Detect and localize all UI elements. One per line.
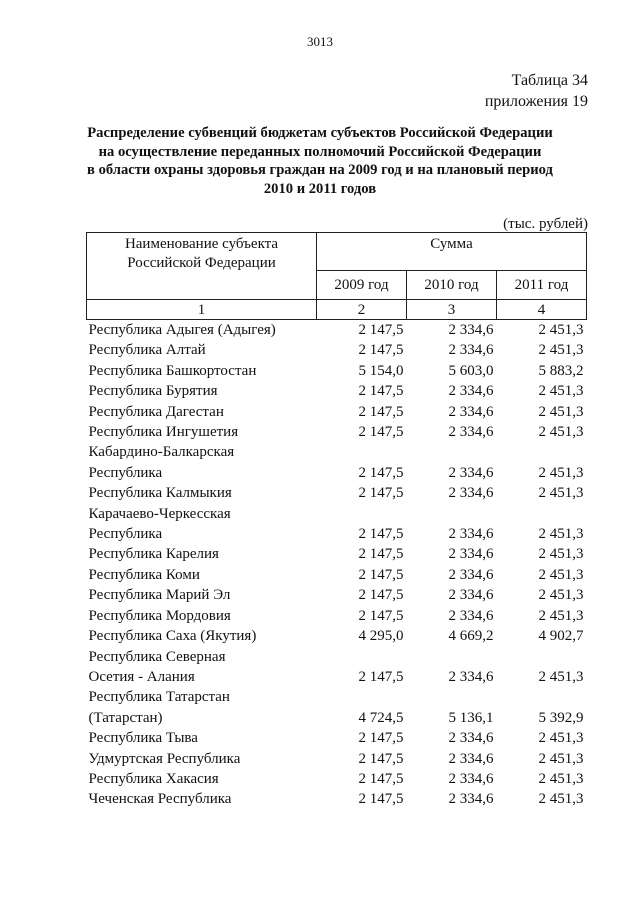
empty-cell [407, 504, 497, 524]
title-line: на осуществление переданных полномочий Российской Федерации [98, 143, 542, 160]
amount-2009: 2 147,5 [358, 485, 404, 502]
amount-2011: 2 451,3 [538, 526, 584, 543]
amount-2011: 2 451,3 [538, 383, 584, 400]
region-name: Республика Хакасия [88, 770, 219, 787]
amount-2010: 2 334,6 [448, 464, 494, 481]
region-name: Республика Мордовия [88, 607, 231, 624]
region-name: Республика Башкортостан [88, 362, 257, 379]
region-name: (Татарстан) [88, 709, 163, 726]
amount-2010: 2 334,6 [448, 526, 494, 543]
region-name: Чеченская Республика [88, 791, 232, 808]
amount-2009: 2 147,5 [358, 587, 404, 604]
table-row [87, 524, 587, 544]
amount-2011: 2 451,3 [538, 424, 584, 441]
amount-2010: 2 334,6 [448, 485, 494, 502]
amount-2011: 2 451,3 [538, 322, 584, 338]
table-row [87, 667, 587, 687]
region-name: Республика Бурятия [88, 383, 218, 400]
amount-2009: 4 724,5 [358, 709, 404, 726]
amount-2009: 2 147,5 [358, 770, 404, 787]
table-row [87, 442, 587, 462]
region-name: Республика Ингушетия [88, 424, 239, 441]
amount-2009: 2 147,5 [358, 730, 404, 747]
amount-2011: 4 902,7 [538, 628, 584, 645]
table-row [87, 381, 587, 401]
empty-cell [497, 442, 587, 462]
column-number: 3 [407, 300, 497, 320]
amount-2009: 2 147,5 [358, 342, 404, 359]
amount-2011: 2 451,3 [538, 607, 584, 624]
amount-2011: 2 451,3 [538, 587, 584, 604]
title-line: в области охраны здоровья граждан на 2009 год и на плановый период [87, 162, 553, 178]
table-row [87, 565, 587, 585]
table-reference [485, 70, 588, 112]
amount-2011: 2 451,3 [538, 730, 584, 747]
header-name [87, 233, 317, 300]
region-name: Республика Алтай [88, 342, 206, 359]
column-number: 2 [317, 300, 407, 320]
region-name: Республика Дагестан [88, 403, 224, 420]
table-row [87, 769, 587, 789]
amount-2010: 2 334,6 [448, 668, 494, 685]
region-name: Республика Марий Эл [88, 587, 231, 604]
amount-2010: 5 136,1 [448, 709, 494, 726]
empty-cell [497, 687, 587, 707]
table-row [87, 708, 587, 728]
amount-2010: 2 334,6 [448, 546, 494, 563]
annex-label: приложения 19 [484, 93, 588, 110]
region-name: Республика Татарстан [88, 689, 230, 706]
amount-2009: 2 147,5 [358, 546, 404, 563]
region-name: Республика Калмыкия [88, 485, 232, 502]
amount-2011: 2 451,3 [538, 566, 584, 583]
amount-2009: 2 147,5 [358, 566, 404, 583]
amount-2011: 2 451,3 [538, 770, 584, 787]
region-name: Удмуртская Республика [88, 750, 241, 767]
amount-2010: 5 603,0 [448, 362, 494, 379]
region-name: Республика Адыгея (Адыгея) [88, 322, 276, 338]
table-row [87, 361, 587, 381]
table-row [87, 483, 587, 503]
table-row [87, 340, 587, 360]
amount-2009: 5 154,0 [358, 362, 404, 379]
amount-2009: 2 147,5 [358, 526, 404, 543]
empty-cell [317, 647, 407, 667]
page-number: 3013 [307, 34, 333, 49]
empty-cell [317, 687, 407, 707]
amount-2011: 2 451,3 [538, 342, 584, 359]
amount-2009: 2 147,5 [358, 791, 404, 808]
table-row [87, 504, 587, 524]
amount-2011: 2 451,3 [538, 485, 584, 502]
subventions-table [86, 232, 587, 810]
amount-2009: 2 147,5 [358, 424, 404, 441]
amount-2010: 2 334,6 [448, 424, 494, 441]
amount-2011: 5 883,2 [538, 362, 584, 379]
empty-cell [407, 442, 497, 462]
amount-2009: 2 147,5 [358, 750, 404, 767]
units-note: (тыс. рублей) [503, 216, 588, 232]
amount-2009: 2 147,5 [358, 403, 404, 420]
header-year-2009: 2009 год [317, 271, 407, 300]
column-number: 4 [497, 300, 587, 320]
amount-2009: 2 147,5 [358, 607, 404, 624]
amount-2009: 2 147,5 [358, 668, 404, 685]
amount-2009: 2 147,5 [358, 464, 404, 481]
amount-2010: 2 334,6 [448, 750, 494, 767]
region-name: Республика Саха (Якутия) [88, 628, 257, 645]
amount-2009: 4 295,0 [358, 628, 404, 645]
header-sum: Сумма [317, 233, 587, 271]
header-year-2010: 2010 год [407, 271, 497, 300]
region-name: Республика Тыва [88, 730, 198, 747]
table-row [87, 687, 587, 707]
table-row [87, 422, 587, 442]
empty-cell [497, 647, 587, 667]
table-header [87, 233, 587, 320]
amount-2010: 2 334,6 [448, 587, 494, 604]
region-name: Республика [88, 464, 163, 481]
region-name: Республика Коми [88, 566, 200, 583]
amount-2011: 2 451,3 [538, 791, 584, 808]
amount-2010: 2 334,6 [448, 566, 494, 583]
amount-2010: 2 334,6 [448, 322, 494, 338]
document-title [60, 124, 580, 198]
table-row [87, 647, 587, 667]
header-name-line: Российской Федерации [127, 255, 276, 271]
empty-cell [407, 647, 497, 667]
table-row [87, 320, 587, 341]
table-row [87, 728, 587, 748]
amount-2010: 2 334,6 [448, 607, 494, 624]
amount-2011: 2 451,3 [538, 403, 584, 420]
empty-cell [407, 687, 497, 707]
amount-2010: 2 334,6 [448, 730, 494, 747]
amount-2010: 2 334,6 [448, 791, 494, 808]
header-name-line: Наименование субъекта [124, 236, 279, 252]
empty-cell [497, 504, 587, 524]
region-name: Кабардино-Балкарская [88, 444, 235, 461]
table-body [87, 320, 587, 810]
amount-2010: 2 334,6 [448, 770, 494, 787]
region-name: Республика Северная [88, 648, 226, 665]
table-row [87, 626, 587, 646]
amount-2009: 2 147,5 [358, 322, 404, 338]
empty-cell [317, 442, 407, 462]
amount-2011: 2 451,3 [538, 464, 584, 481]
table-row [87, 789, 587, 809]
region-name: Осетия - Алания [88, 668, 195, 685]
amount-2009: 2 147,5 [358, 383, 404, 400]
column-number: 1 [87, 300, 317, 320]
empty-cell [317, 504, 407, 524]
amount-2010: 2 334,6 [448, 383, 494, 400]
title-line: 2010 и 2011 годов [263, 180, 377, 197]
table-row [87, 463, 587, 483]
region-name: Республика [88, 526, 163, 543]
amount-2011: 2 451,3 [538, 668, 584, 685]
header-year-2011: 2011 год [497, 271, 587, 300]
amount-2011: 2 451,3 [538, 750, 584, 767]
amount-2011: 5 392,9 [538, 709, 584, 726]
table-row [87, 585, 587, 605]
amount-2010: 2 334,6 [448, 403, 494, 420]
table-row [87, 402, 587, 422]
amount-2010: 4 669,2 [448, 628, 494, 645]
table-row [87, 606, 587, 626]
table-row [87, 544, 587, 564]
region-name: Карачаево-Черкесская [88, 505, 231, 522]
table-label: Таблица 34 [511, 72, 588, 89]
region-name: Республика Карелия [88, 546, 219, 563]
table-row [87, 749, 587, 769]
amount-2010: 2 334,6 [448, 342, 494, 359]
amount-2011: 2 451,3 [538, 546, 584, 563]
title-line: Распределение субвенций бюджетам субъектов Российской Федерации [87, 125, 553, 141]
